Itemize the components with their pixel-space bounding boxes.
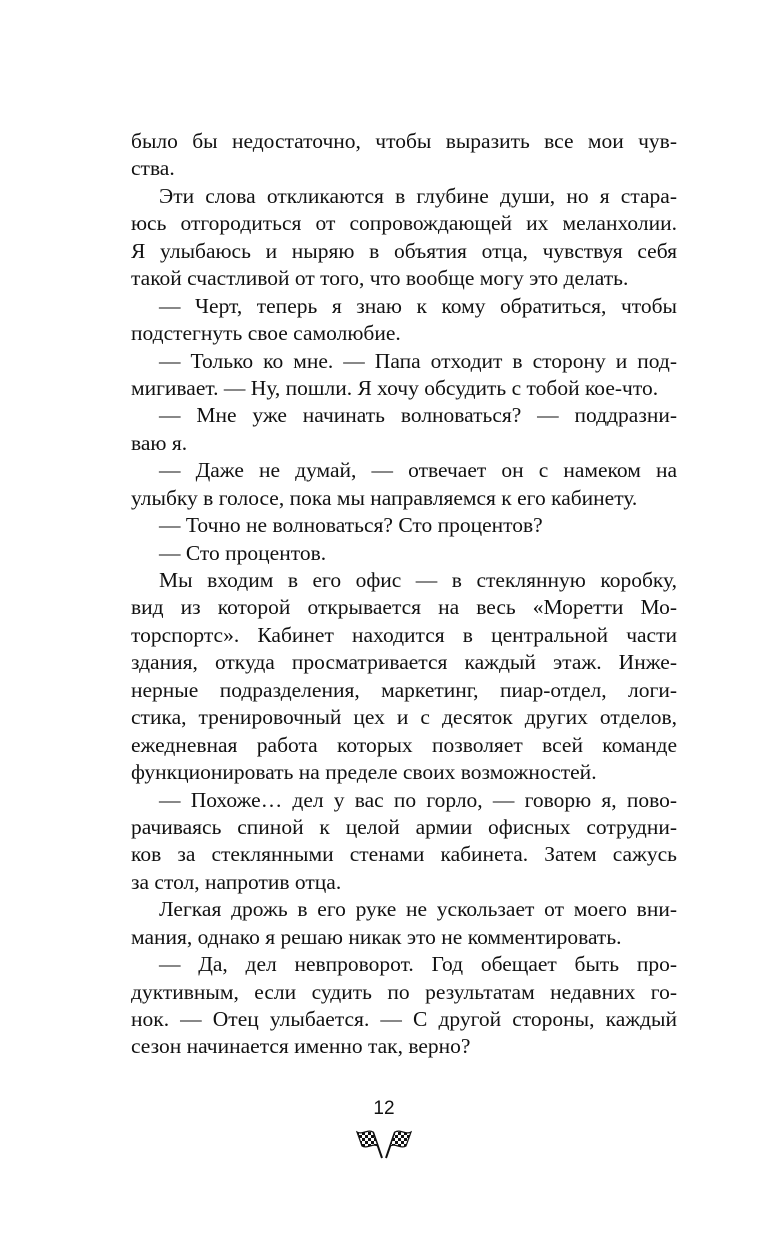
text-line: мигивает. — Ну, пошли. Я хочу обсудить с тобой кое-что. <box>131 375 659 400</box>
text-line: Легкая дрожь в его руке не ускользает от моего вни- <box>159 897 677 922</box>
text-line: рачиваясь спиной к целой армии офисных сотрудни- <box>131 814 677 839</box>
text-line: нерные подразделения, маркетинг, пиар-отдел, логи- <box>131 677 677 702</box>
text-line: — Сто процентов. <box>159 540 327 565</box>
text-line: сезон начинается именно так, верно? <box>131 1034 471 1059</box>
text-line: — Мне уже начинать волноваться? — поддразни- <box>159 403 677 428</box>
text-line: дуктивным, если судить по результатам недавних го- <box>131 979 677 1004</box>
page-footer <box>0 1098 768 1160</box>
text-line: ства. <box>131 156 175 181</box>
text-line: такой счастливой от того, что вообще могу это делать. <box>131 266 629 291</box>
text-line: улыбку в голосе, пока мы направляемся к его кабинету. <box>131 485 638 510</box>
text-line: нок. — Отец улыбается. — С другой стороны, каждый <box>131 1007 677 1031</box>
text-line: стика, тренировочный цех и с десяток других отделов, <box>131 705 677 730</box>
text-line: — Только ко мне. — Папа отходит в сторону и под- <box>159 348 677 373</box>
text-line: — Даже не думай, — отвечает он с намеком на <box>159 458 677 483</box>
text-line: мания, однако я решаю никак это не комментировать. <box>131 924 622 949</box>
text-line: ваю я. <box>131 430 188 455</box>
body-text <box>131 128 677 1061</box>
text-line: юсь отгородиться от сопровождающей их меланхолии. <box>131 211 677 236</box>
text-line: вид из которой открывается на весь «Моретти Мо- <box>131 595 677 620</box>
text-line: Мы входим в его офис — в стеклянную коробку, <box>159 568 677 592</box>
text-line: — Черт, теперь я знаю к кому обратиться, чтобы <box>159 293 677 318</box>
text-line: — Похоже… дел у вас по горло, — говорю я, пово- <box>159 787 677 812</box>
text-line: Я улыбаюсь и ныряю в объятия отца, чувствуя себя <box>131 238 677 263</box>
text-line: функционировать на пределе своих возможностей. <box>131 760 597 785</box>
text-line: — Да, дел невпроворот. Год обещает быть про- <box>159 952 677 977</box>
text-line: ков за стеклянными стенами кабинета. Затем сажусь <box>131 842 677 867</box>
text-line: за стол, напротив отца. <box>131 869 342 894</box>
text-line: торспортс». Кабинет находится в центральной части <box>131 622 677 647</box>
text-line: здания, откуда просматривается каждый этаж. Инже- <box>131 650 677 675</box>
text-line: ежедневная работа которых позволяет всей команде <box>131 732 677 757</box>
text-line: подстегнуть свое самолюбие. <box>131 321 401 346</box>
text-line: было бы недостаточно, чтобы выразить все мои чув- <box>131 129 677 153</box>
checkered-flags-icon <box>356 1126 412 1160</box>
text-line: — Точно не волноваться? Сто процентов? <box>159 513 543 538</box>
page-number: 12 <box>373 1098 395 1119</box>
text-line: Эти слова откликаются в глубине души, но я стара- <box>159 183 677 208</box>
